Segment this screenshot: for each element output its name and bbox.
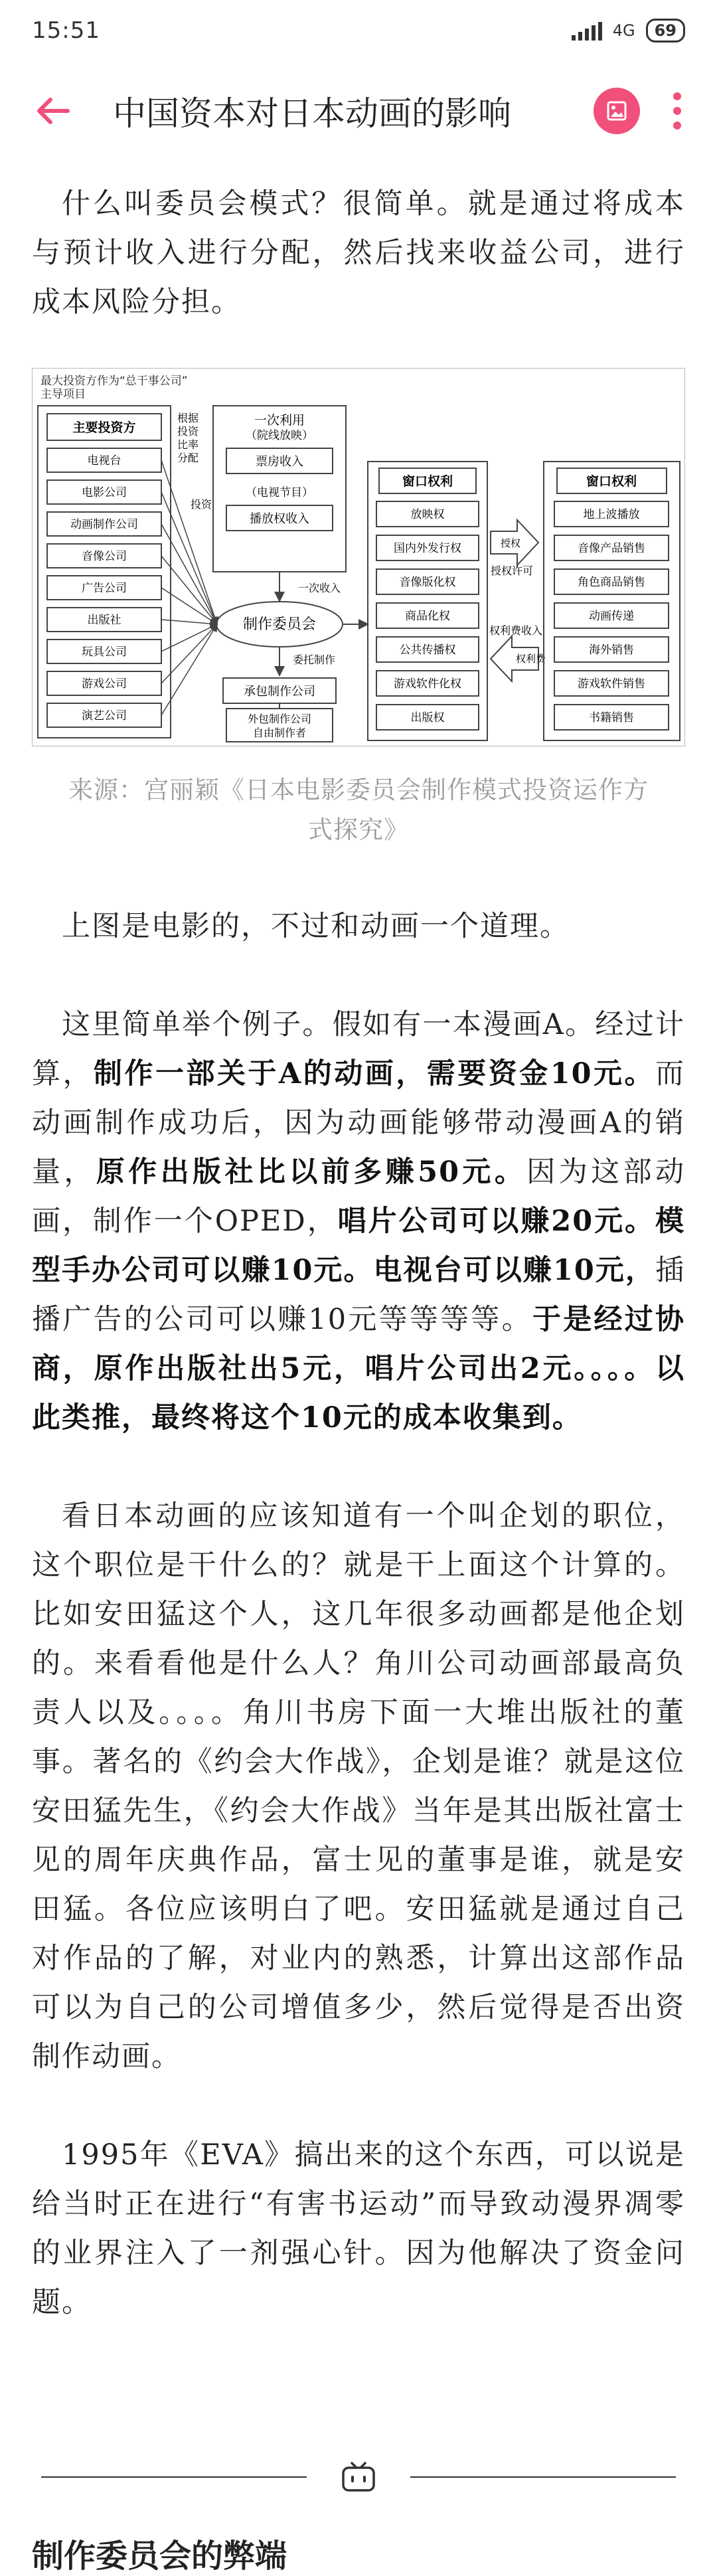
investor-item: 游戏公司	[82, 677, 127, 691]
diagram-header-2: 主导项目	[40, 388, 86, 401]
divider-line-right	[410, 2476, 676, 2478]
rights-right-item: 动画传递	[589, 610, 634, 623]
rights-left-item: 国内外发行权	[394, 542, 461, 555]
rights-right-item: 音像产品销售	[578, 542, 645, 555]
first-income-label: 一次收入	[298, 582, 341, 594]
p3-bold-b: 制作一部关于A的动画，需要资金10元。	[93, 1057, 656, 1090]
investor-arrow	[161, 620, 217, 624]
p3-text-c: 而动画制作成功后，因为动画能够带动漫画A的销量，	[32, 1057, 686, 1189]
rights-right-item: 海外销售	[589, 644, 634, 657]
committee-node: 制作委员会	[242, 616, 317, 633]
rights-license-label: 授权	[501, 537, 521, 549]
page-title: 中国资本对日本动画的影响	[113, 94, 511, 133]
diagram-svg	[33, 369, 686, 747]
bilibili-tv-icon	[340, 2460, 377, 2494]
rights-label2: 权利费收入	[489, 624, 543, 637]
rights-left-title: 窗口权利	[402, 474, 453, 489]
p3-bold-d: 原作出版社比以前多赚50元。	[96, 1156, 527, 1189]
divider-line-left	[41, 2476, 307, 2478]
p3-bold-f: 唱片公司可以赚20元。	[337, 1205, 655, 1238]
investors-title: 主要投资方	[72, 420, 136, 435]
section-divider	[0, 2444, 717, 2510]
investor-arrow	[161, 624, 217, 683]
rights-left-item: 公共传播权	[399, 644, 456, 657]
status-bar	[0, 0, 717, 61]
rights-left-item: 商品化权	[405, 610, 450, 623]
rights-right-item: 书籍销售	[589, 711, 634, 725]
rights-fee-label: 权利费	[516, 653, 546, 665]
investor-item: 演艺公司	[82, 709, 127, 723]
rights-left-item: 音像版化权	[399, 576, 456, 589]
revenue-title-1: 一次利用	[254, 413, 305, 428]
invest-label: 投资	[191, 498, 212, 511]
rights-left-item: 出版权	[410, 711, 445, 725]
image-icon	[605, 100, 628, 122]
investor-list	[47, 448, 161, 727]
paragraph-3	[32, 1000, 685, 1442]
investor-arrow	[161, 588, 217, 624]
side-label-4: 分配	[177, 452, 199, 464]
battery-icon: 69	[646, 19, 685, 43]
investor-arrow	[161, 492, 217, 624]
dot-icon	[673, 122, 681, 129]
revenue-title-2: （院线放映）	[246, 429, 313, 442]
rights-left-item: 游戏软件化权	[394, 677, 461, 691]
arrow-left-icon	[35, 96, 72, 126]
paragraph-5: 1995年《EVA》搞出来的这个东西，可以说是给当时正在进行“有害书运动”而导致动漫界凋零的业界注入了一剂强心针。因为他解决了资金问题。	[32, 2138, 685, 2319]
side-label-2: 投资	[177, 425, 199, 438]
paragraph-4: 看日本动画的应该知道有一个叫企划的职位，这个职位是干什么的？就是干上面这个计算的。比如安田猛这个人，这几年很多动画都是他企划的。来看看他是什么人？角川公司动画部最高负责人以及。。。。角川书房下面一大堆出版社的董事。著名的《约会大作战》，企划是谁？就是这位安田猛先生，《约会大作战》当年是其出版社富士见的周年庆典作品，富士见的董事是谁，就是安田猛。各位应该明白了吧。安田猛就是通过自己对作品的了解，对业内的熟悉，计算出这部作品可以为自己的公司增值多少，然后觉得是否出资制作动画。	[32, 1500, 685, 2073]
p3-bold-i: 于是经过协商，原作出版社出5元，唱片公司出2元。。。。以此类推，最终将这个10元的成本收集到。	[32, 1303, 686, 1434]
tv-title: （电视节目）	[246, 486, 313, 499]
paragraph-1: 什么叫委员会模式？很简单。就是通过将成本与预计收入进行分配，然后找来收益公司，进行成本风险分担。	[32, 187, 685, 319]
status-time: 15:51	[32, 17, 100, 44]
subcontractor-node-1: 外包制作公司	[247, 713, 312, 725]
network-type: 4G	[612, 21, 635, 40]
rights-left-item: 放映权	[410, 508, 445, 521]
p3-text-h: 插播广告的公司可以赚10元等等等等。	[32, 1254, 685, 1336]
paragraph-2: 上图是电影的，不过和动画一个道理。	[62, 910, 570, 943]
investor-item: 广告公司	[82, 582, 127, 595]
investor-item: 出版社	[87, 614, 121, 627]
investment-diagram	[32, 368, 685, 746]
box-office: 票房收入	[256, 455, 303, 469]
rights-right-item: 地上波播放	[583, 508, 640, 521]
investor-item: 音像公司	[82, 550, 127, 563]
investor-item: 电视台	[87, 454, 121, 468]
investor-arrow	[161, 556, 217, 624]
signal-icon	[572, 21, 602, 41]
side-label-1: 根据	[177, 412, 199, 424]
rights-label1: 授权许可	[491, 564, 534, 577]
investor-item: 动画制作公司	[70, 518, 138, 531]
next-section-title: 制作委员会的弊端	[32, 2537, 287, 2575]
p3-text-e: 因为这部动画，制作一个OPED，	[32, 1156, 685, 1238]
image-button[interactable]	[594, 88, 640, 134]
article-body	[32, 179, 685, 2327]
broadcast-income: 播放权收入	[250, 512, 309, 526]
dot-icon	[673, 107, 681, 115]
p3-bold-g: 模型手办公司可以赚10元。电视台可以赚10元，	[32, 1205, 685, 1287]
investor-arrow	[161, 460, 217, 624]
rights-right-item: 角色商品销售	[578, 576, 645, 589]
diagram-header-1: 最大投资方作为“总干事公司”	[40, 375, 188, 388]
side-label-3: 比率	[177, 438, 199, 451]
subcontractor-node-2: 自由制作者	[252, 727, 307, 739]
contractor-node: 承包制作公司	[244, 685, 315, 699]
investor-item: 玩具公司	[82, 645, 127, 659]
commission-label: 委托制作	[293, 653, 336, 666]
p3-text-a: 这里简单举个例子。假如有一本漫画A。经过计算，	[32, 1008, 685, 1090]
rights-right-item: 游戏软件销售	[578, 677, 645, 691]
rights-right-title: 窗口权利	[586, 474, 637, 489]
more-options-button[interactable]	[664, 84, 690, 137]
status-indicators	[572, 19, 685, 43]
investor-arrow	[161, 524, 217, 624]
figure-caption: 来源：宫丽颖《日本电影委员会制作模式投资运作方式探究》	[68, 776, 649, 844]
back-button[interactable]	[27, 84, 80, 137]
dot-icon	[673, 92, 681, 100]
investor-item: 电影公司	[82, 486, 127, 499]
app-bar	[0, 61, 717, 161]
